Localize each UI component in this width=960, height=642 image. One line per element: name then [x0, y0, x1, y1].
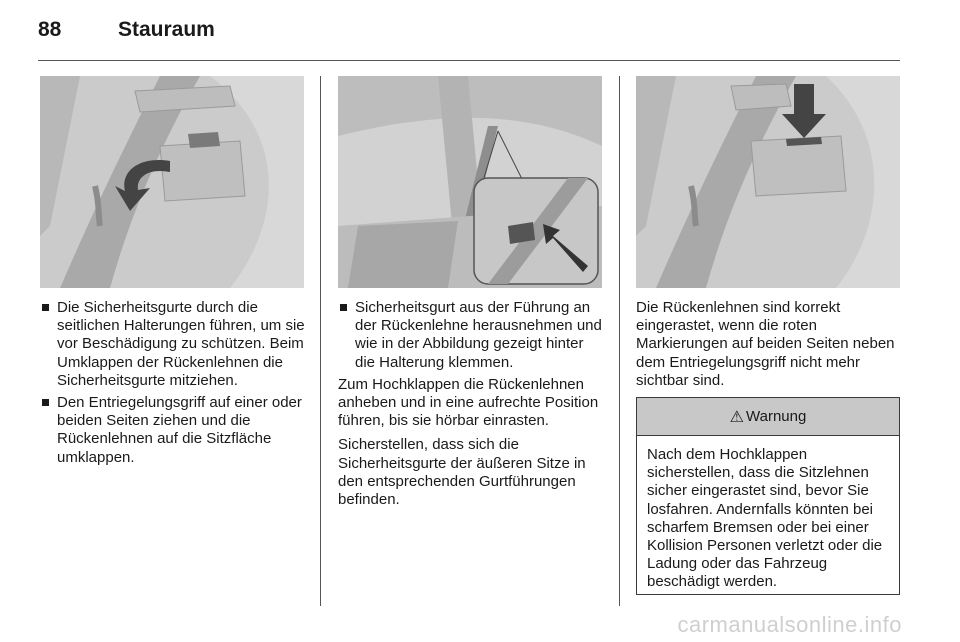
page-number: 88	[38, 18, 62, 41]
header-rule	[38, 60, 900, 61]
column-2	[338, 299, 606, 515]
column-3	[636, 299, 906, 396]
bullet-item: Sicherheitsgurt aus der Führung an der Rückenlehne herausnehmen und wie in der Abbildung gezeigt hinter die Halterung klemmen.	[338, 299, 606, 372]
bullet-item: Den Entriegelungsgriff auf einer oder beiden Seiten ziehen und die Rückenlehnen auf die Sitzfläche umklappen.	[40, 394, 308, 467]
paragraph: Sicherstellen, dass sich die Sicherheitsgurte der äußeren Sitze in den entsprechenden Gurtführungen befinden.	[338, 436, 586, 509]
bullet-item: Die Sicherheitsgurte durch die seitlichen Halterungen führen, um sie vor Beschädigung zu schützen. Beim Umklappen der Rückenlehnen die Sicherheitsgurte mitziehen.	[40, 299, 308, 390]
column-divider-2	[619, 76, 620, 606]
illustration-belt-clamp	[338, 76, 602, 288]
page-title: Stauraum	[118, 18, 215, 41]
warning-triangle-icon: ⚠	[729, 408, 745, 426]
warning-title: Warnung	[746, 408, 807, 425]
warning-header	[637, 398, 899, 436]
warning-box	[636, 397, 900, 595]
warning-text: Nach dem Hochklappen sicherstellen, dass die Sitzlehnen sicher eingerastet sind, bevor Sie losfahren. Andernfalls könnten bei scharfem Bremsen oder bei einer Kollision Personen verletzt oder die Ladung oder das Fahrzeug beschädigt werden.	[647, 446, 883, 591]
column-1	[40, 299, 308, 471]
watermark: carmanualsonline.info	[677, 612, 902, 637]
paragraph: Die Rückenlehnen sind korrekt eingerastet, wenn die roten Markierungen auf beiden Seiten neben dem Entriegelungsgriff nicht mehr sichtbar sind.	[636, 299, 895, 389]
illustration-belt-release	[40, 76, 304, 288]
paragraph: Zum Hochklappen die Rückenlehnen anheben und in eine aufrechte Position führen, bis sie hörbar einrasten.	[338, 375, 599, 430]
illustration-backrest-latched	[636, 76, 900, 288]
column-divider-1	[320, 76, 321, 606]
